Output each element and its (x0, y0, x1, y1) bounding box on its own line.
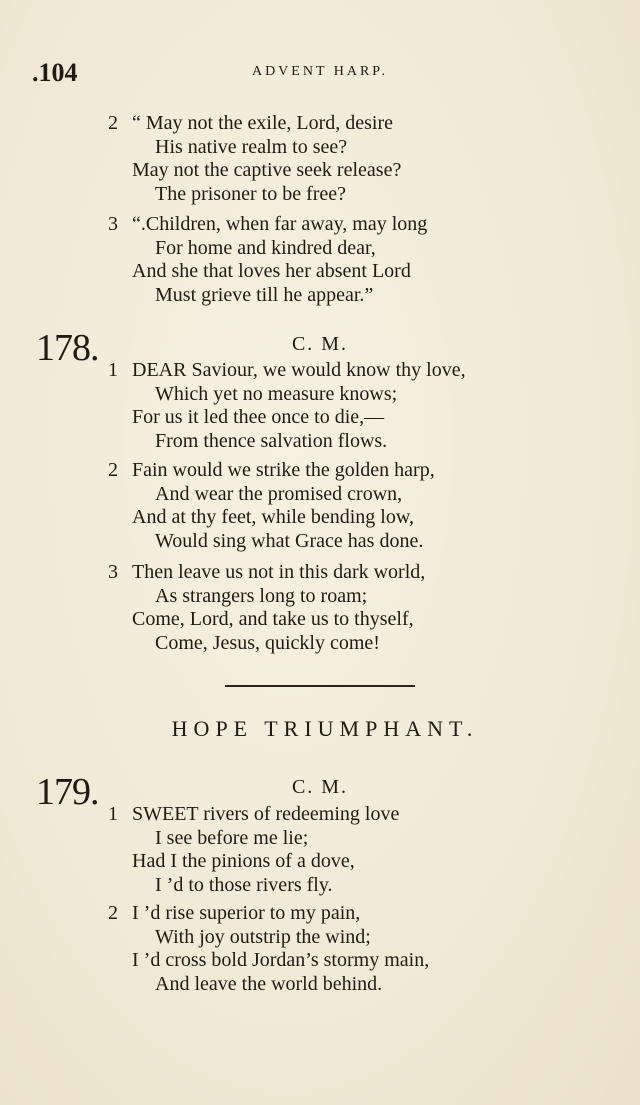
stanza-line (0, 902, 640, 926)
verse-number: 2 (108, 459, 118, 481)
verse-text: From thence salvation flows. (155, 429, 388, 452)
stanza-line (0, 850, 640, 874)
verse-text: His native realm to see? (155, 135, 348, 158)
page-number: .104 (32, 58, 78, 87)
verse-text: Come, Lord, and take us to thyself, (132, 608, 414, 630)
running-head: ADVENT HARP. (251, 64, 389, 79)
verse-text: Would sing what Grace has done. (155, 529, 424, 552)
stanza-line (0, 561, 640, 585)
stanza-line (0, 359, 640, 383)
verse-text: I see before me lie; (155, 826, 309, 849)
stanza-line (0, 260, 640, 284)
verse-text: I ’d cross bold Jordan’s stormy main, (132, 949, 430, 971)
verse-text: As strangers long to roam; (155, 584, 368, 607)
stanza-line (0, 827, 640, 851)
stanza-line (0, 874, 640, 898)
verse-text: SWEET rivers of redeeming love (132, 803, 400, 825)
verse-text: The prisoner to be free? (155, 182, 347, 205)
verse-text: May not the captive seek release? (132, 159, 402, 181)
hymn-178-stanza-3 (0, 561, 640, 655)
hymn-number-179: 179. (36, 771, 99, 813)
stanza-line (0, 383, 640, 407)
hymn-meter: C. M. (291, 776, 349, 798)
stanza-line (0, 632, 640, 656)
hymn-meter: C. M. (291, 333, 349, 355)
stanza-line (0, 506, 640, 530)
verse-number: 3 (108, 213, 118, 235)
stanza-line (0, 284, 640, 308)
hymn-178-stanza-2 (0, 459, 640, 553)
verse-text: With joy outstrip the wind; (155, 925, 371, 948)
stanza-line (0, 530, 640, 554)
verse-number: 1 (108, 803, 118, 825)
stanza-line (0, 213, 640, 237)
verse-text: “ May not the exile, Lord, desire (132, 112, 394, 134)
verse-text: DEAR Saviour, we would know thy love, (132, 359, 466, 381)
stanza-line (0, 237, 640, 261)
stanza-line (0, 459, 640, 483)
continued-stanza-3 (0, 213, 640, 307)
verse-text: Which yet no measure knows; (155, 382, 398, 405)
verse-text: And leave the world behind. (155, 972, 383, 995)
stanza-line (0, 803, 640, 827)
stanza-line (0, 973, 640, 997)
stanza-line (0, 406, 640, 430)
stanza-line (0, 183, 640, 207)
section-title: HOPE TRIUMPHANT. (171, 716, 479, 741)
hymn-179-stanza-2 (0, 902, 640, 996)
verse-text: Fain would we strike the golden harp, (132, 459, 435, 481)
verse-number: 2 (108, 112, 118, 134)
verse-text: Had I the pinions of a dove, (132, 850, 355, 872)
stanza-line (0, 585, 640, 609)
hymn-number-178: 178. (36, 327, 99, 369)
stanza-line (0, 430, 640, 454)
verse-text: And she that loves her absent Lord (132, 260, 411, 282)
verse-text: Must grieve till he appear.” (155, 283, 374, 306)
continued-stanza-2 (0, 112, 640, 206)
hymn-179-stanza-1 (0, 803, 640, 897)
verse-text: And wear the promised crown, (155, 482, 403, 505)
verse-text: For us it led thee once to die,— (132, 406, 385, 428)
verse-text: I ’d rise superior to my pain, (132, 902, 361, 924)
verse-number: 3 (108, 561, 118, 583)
verse-text: Then leave us not in this dark world, (132, 561, 426, 583)
verse-text: And at thy feet, while bending low, (132, 506, 414, 528)
stanza-line (0, 136, 640, 160)
section-divider (225, 685, 415, 687)
stanza-line (0, 112, 640, 136)
verse-text: I ’d to those rivers fly. (155, 873, 333, 896)
stanza-line (0, 949, 640, 973)
stanza-line (0, 159, 640, 183)
verse-text: “.Children, when far away, may long (132, 213, 428, 235)
stanza-line (0, 926, 640, 950)
hymn-178-stanza-1 (0, 359, 640, 453)
stanza-line (0, 483, 640, 507)
verse-text: For home and kindred dear, (155, 236, 376, 259)
stanza-line (0, 608, 640, 632)
verse-number: 1 (108, 359, 118, 381)
verse-text: Come, Jesus, quickly come! (155, 631, 380, 654)
verse-number: 2 (108, 902, 118, 924)
